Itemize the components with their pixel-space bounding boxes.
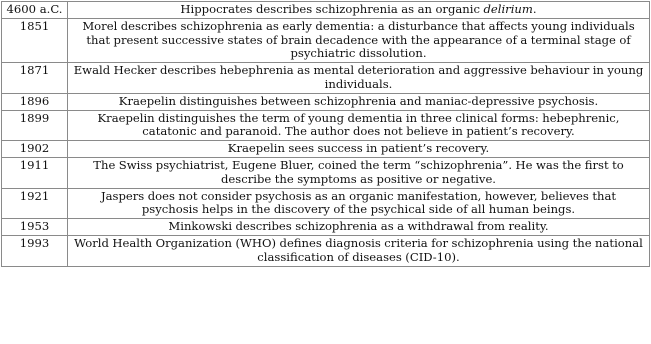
event-cell — [68, 2, 650, 19]
event-cell: Jaspers does not consider psychosis as an organic manifestation, however, believes that psychosis helps in the discovery of the psychical side of all human beings. — [68, 188, 650, 219]
year-cell: 1902 — [2, 141, 68, 158]
table-row — [2, 63, 650, 94]
event-cell: Minkowski describes schizophrenia as a withdrawal from reality. — [68, 219, 650, 236]
event-cell: Morel describes schizophrenia as early dementia: a disturbance that affects young individuals that present successive states of brain decadence with the appearance of a terminal stage of psychiatric dissolution. — [68, 18, 650, 62]
event-italic-term: delirium — [483, 2, 533, 16]
event-cell: World Health Organization (WHO) defines diagnosis criteria for schizophrenia using the national classification of diseases (CID-10). — [68, 235, 650, 266]
history-timeline-table — [1, 1, 650, 267]
event-cell: Kraepelin distinguishes between schizophrenia and maniac-depressive psychosis. — [68, 93, 650, 110]
year-cell: 1851 — [2, 18, 68, 62]
table-row — [2, 235, 650, 266]
year-cell: 1911 — [2, 157, 68, 188]
table-row — [2, 188, 650, 219]
table-row — [2, 18, 650, 62]
year-cell: 1899 — [2, 110, 68, 141]
table-row — [2, 110, 650, 141]
event-cell: Kraepelin sees success in patient’s recovery. — [68, 141, 650, 158]
event-text: Hippocrates describes schizophrenia as an organic — [180, 2, 484, 16]
year-cell: 4600 a.C. — [2, 2, 68, 19]
table-row — [2, 157, 650, 188]
event-cell: The Swiss psychiatrist, Eugene Bluer, coined the term “schizophrenia”. He was the first to describe the symptoms as positive or negative. — [68, 157, 650, 188]
event-cell: Ewald Hecker describes hebephrenia as mental deterioration and aggressive behaviour in young individuals. — [68, 63, 650, 94]
table-row — [2, 219, 650, 236]
table-row — [2, 93, 650, 110]
year-cell: 1871 — [2, 63, 68, 94]
year-cell: 1921 — [2, 188, 68, 219]
event-text-tail: . — [532, 2, 537, 16]
year-cell: 1953 — [2, 219, 68, 236]
year-cell: 1896 — [2, 93, 68, 110]
table-row — [2, 2, 650, 19]
year-cell: 1993 — [2, 235, 68, 266]
event-cell: Kraepelin distinguishes the term of young dementia in three clinical forms: hebephrenic, catatonic and paranoid. The author does not believe in patient’s recovery. — [68, 110, 650, 141]
table-row — [2, 141, 650, 158]
